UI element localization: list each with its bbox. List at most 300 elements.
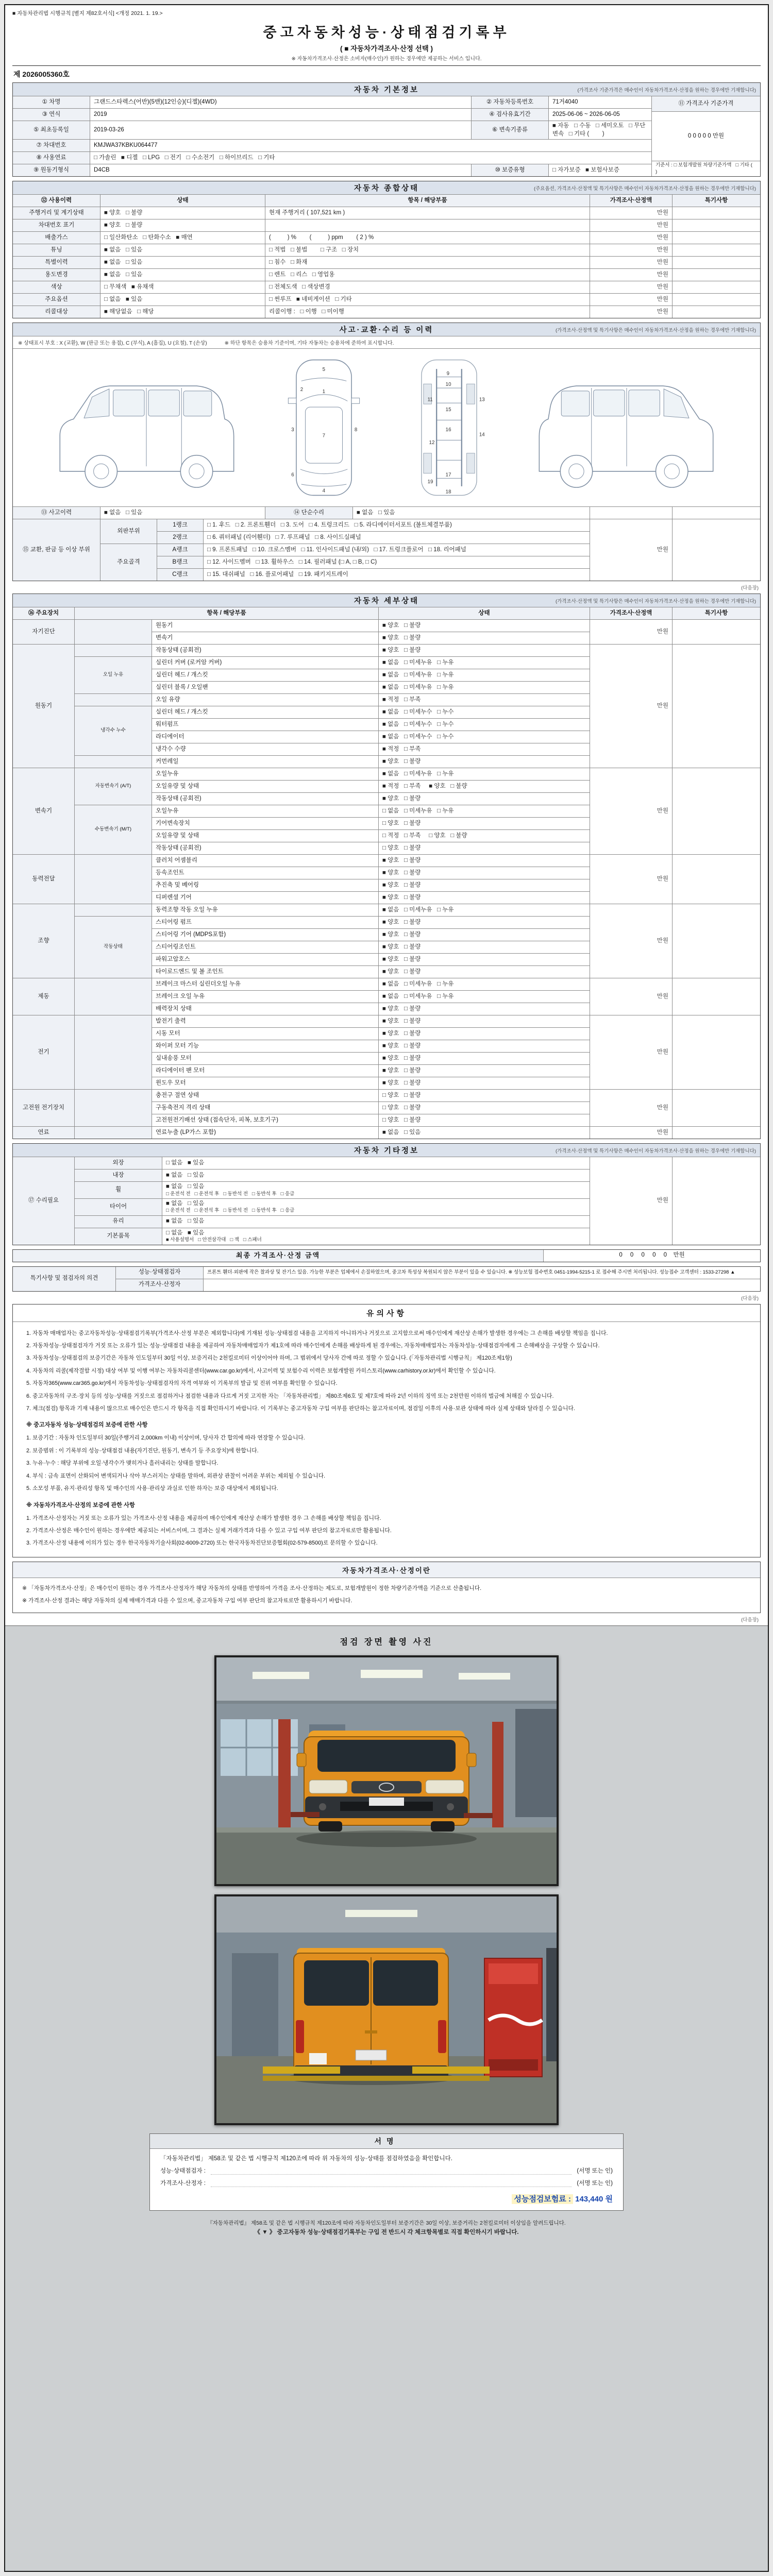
other-status-checkboxes[interactable]: ■ 없음 □ 있음 xyxy=(166,1183,205,1190)
inspection-status-checkboxes[interactable]: ■ 양호 □ 불량 xyxy=(379,954,590,965)
outer-rank-row xyxy=(157,532,590,544)
section-other-bar xyxy=(13,1144,760,1157)
first-registration-value: 2019-03-26 xyxy=(90,121,472,139)
exchange-note-cell xyxy=(673,519,760,581)
inspection-status-checkboxes[interactable]: ■ 양호 □ 불량 xyxy=(379,892,590,904)
device-block-row xyxy=(75,1015,590,1089)
other-status-detail[interactable]: □ 운전석 전 □ 운전석 후 □ 동반석 전 □ 동반석 후 □ 응급 xyxy=(166,1191,295,1197)
notices-title: 유의사항 xyxy=(13,1304,760,1322)
inspection-part-name: 동력조향 작동 오일 누유 xyxy=(152,904,379,916)
block-label xyxy=(75,645,152,656)
inspection-item-row xyxy=(152,954,590,966)
inspector-signature-field[interactable] xyxy=(211,2166,572,2175)
warranty-checkboxes[interactable]: □ 자가보증 ■ 보험사보증 xyxy=(549,164,652,176)
inspection-item-row xyxy=(152,645,590,656)
inspection-part-name: 스티어링조인트 xyxy=(152,941,379,953)
other-item-status[interactable] xyxy=(162,1228,590,1245)
registration-number-value: 71거4040 xyxy=(549,96,652,108)
device-block-row xyxy=(75,1127,590,1139)
inspection-item-row xyxy=(152,805,590,818)
inspector-label: 성능·상태점검자 : xyxy=(160,2167,206,2174)
overall-row-label: 특별이력 xyxy=(13,257,100,268)
inspection-part-name: 워터펌프 xyxy=(152,719,379,731)
section-overall-title: 자동차 종합상태 xyxy=(354,184,419,193)
inspection-item-row xyxy=(152,830,590,842)
car-diagram-underside xyxy=(401,353,497,502)
inspection-status-checkboxes[interactable]: □ 양호 □ 불량 xyxy=(379,1114,590,1126)
inspection-status-checkboxes[interactable]: □ 양호 □ 불량 xyxy=(379,1102,590,1114)
other-item-row xyxy=(75,1157,590,1170)
inspection-status-checkboxes[interactable]: ■ 적정 □ 부족 xyxy=(379,743,590,755)
inspection-part-name: 오일누유 xyxy=(152,805,379,817)
svg-text:6: 6 xyxy=(291,472,294,478)
device-group-row xyxy=(13,645,760,768)
device-block-row xyxy=(75,620,590,644)
vehicle-name-label: ① 차명 xyxy=(13,96,90,108)
device-group-name: 동력전달 xyxy=(13,855,75,904)
rank-item-checkboxes[interactable]: □ 9. 프론트패널 □ 10. 크로스멤버 □ 11. 인사이드패널 (내/외) □ 17. 트렁크플로어 □ 18. 리어패널 xyxy=(204,544,590,556)
svg-text:3: 3 xyxy=(291,427,294,433)
inspection-part-name: 브레이크 오일 누유 xyxy=(152,991,379,1003)
col-item: 항목 / 해당부품 xyxy=(75,607,379,619)
engine-type-label: ⑨ 원동기형식 xyxy=(13,164,90,176)
overall-price-cell: 만원 xyxy=(590,244,673,256)
device-group-row xyxy=(13,1090,760,1127)
section-basic-bar xyxy=(13,83,760,96)
inspection-status-checkboxes[interactable]: ■ 없음 □ 미세누유 □ 누유 xyxy=(379,978,590,990)
svg-text:13: 13 xyxy=(479,397,485,403)
overall-price-cell: 만원 xyxy=(590,257,673,268)
section-accident-history xyxy=(12,323,761,581)
svg-text:1: 1 xyxy=(322,388,326,395)
inspection-part-name: 실린더 블록 / 오일팬 xyxy=(152,682,379,693)
inspection-status-checkboxes[interactable]: ■ 양호 □ 불량 xyxy=(379,1065,590,1077)
appraiser-label: 가격조사·산정자 : xyxy=(160,2180,206,2187)
inspection-status-checkboxes[interactable]: ■ 양호 □ 불량 xyxy=(379,867,590,879)
inspection-status-checkboxes[interactable]: ■ 양호 □ 불량 xyxy=(379,917,590,928)
inspection-status-checkboxes[interactable]: ■ 양호 □ 불량 xyxy=(379,1077,590,1089)
inspection-premium xyxy=(160,2193,613,2204)
inspection-item-row xyxy=(152,1077,590,1089)
device-block-row xyxy=(75,694,590,706)
header-note: ※ 자동차가격조사·산정은 소비자(매수인)가 원하는 경우에만 제공하는 서비스 입니다. xyxy=(291,56,482,62)
block-label xyxy=(75,694,152,706)
overall-item-detail[interactable]: □ 전체도색 □ 색상변경 xyxy=(265,281,590,293)
section-other-info xyxy=(12,1143,761,1245)
exchange-label: ⑮ 교환, 판금 등 이상 부위 xyxy=(13,519,100,581)
price-definition-box xyxy=(12,1562,761,1613)
section-accident-bar xyxy=(13,323,760,336)
section-accident-note: (가격조사·산정액 및 특기사항은 매수인이 자동차가격조사·산정을 원하는 경우에만 기재합니다) xyxy=(555,327,756,333)
base-price-standard[interactable]: 기준서 : □ 보험개발원 차량기준가액 □ 기타 ( ) xyxy=(656,162,763,175)
first-registration-label: ⑤ 최초등록일 xyxy=(13,121,90,139)
inspection-item-row xyxy=(152,793,590,805)
svg-text:14: 14 xyxy=(479,432,485,438)
overall-status-checkboxes[interactable]: □ 무채색 ■ 유채색 xyxy=(100,281,265,293)
car-diagrams xyxy=(13,349,760,507)
other-status-checkboxes[interactable]: □ 없음 ■ 있음 xyxy=(166,1159,205,1166)
inspection-status-checkboxes[interactable]: ■ 양호 □ 불량 xyxy=(379,929,590,941)
overall-item-detail[interactable] xyxy=(265,219,590,231)
overall-price-cell: 만원 xyxy=(590,219,673,231)
overall-row xyxy=(13,294,760,306)
overall-row xyxy=(13,269,760,281)
inspection-part-name: 구동축전지 격리 상태 xyxy=(152,1102,379,1114)
device-block-row xyxy=(75,917,590,978)
signature-title: 서명 xyxy=(150,2134,623,2149)
outer-rank-row xyxy=(157,519,590,532)
svg-text:5: 5 xyxy=(322,367,326,373)
price-definition-line: ※ 「자동차가격조사·산정」은 매수인이 원하는 경우 가격조사·산정자가 해당 자동차의 상태를 반영하여 가격을 조사·산정하는 제도로, 보험개발원이 정한 차량기준가액을 기준으로 산출됩니다. xyxy=(22,1585,482,1591)
inspection-item-row xyxy=(152,1053,590,1065)
device-price-cell: 만원 xyxy=(590,645,673,768)
accident-note-cell xyxy=(673,507,760,519)
col-item: 항목 / 해당부품 xyxy=(265,195,590,207)
section-accident-title: 사고·교환·수리 등 이력 xyxy=(339,326,434,335)
device-note-cell xyxy=(673,1015,760,1089)
block-label xyxy=(75,756,152,768)
other-status-checkboxes[interactable]: □ 없음 ■ 있음 xyxy=(166,1229,205,1236)
device-group-name: 제동 xyxy=(13,978,75,1015)
col-price: 가격조사·산정액 xyxy=(590,607,673,619)
other-note-cell xyxy=(673,1157,760,1245)
other-item-row xyxy=(75,1170,590,1182)
inspection-item-row xyxy=(152,867,590,879)
inspection-part-name: 배력장치 상태 xyxy=(152,1003,379,1015)
inspection-status-checkboxes[interactable]: ■ 없음 □ 미세누유 □ 누유 xyxy=(379,904,590,916)
simple-repair-checkboxes[interactable]: ■ 없음 □ 있음 xyxy=(353,507,590,519)
inspection-status-checkboxes[interactable]: ■ 양호 □ 불량 xyxy=(379,620,590,632)
opinion-text: 프론트 휀더·외판에 작은 찰과상 및 잔기스 있음. 가능한 부분은 업체에서 손질하였으며, 중고차 특성상 복원되지 않은 부분이 있을 수 있습니다. ※ 성능보험 접수번호 0451-1994-5215-1 로 접수해 주시면 처리됩니다. 성능접수 고객센터 : 1533-27298 ▲ xyxy=(207,1269,735,1275)
svg-text:7: 7 xyxy=(322,433,326,439)
device-group-name: 조향 xyxy=(13,904,75,978)
other-item-status[interactable] xyxy=(162,1182,590,1198)
overall-header-row xyxy=(13,195,760,207)
opinion-row xyxy=(116,1279,760,1291)
base-price-label: ⑪ 가격조사 기준가격 xyxy=(652,96,760,112)
inspection-part-name: 실린더 헤드 / 개스킷 xyxy=(152,669,379,681)
inspection-status-checkboxes[interactable]: ■ 적정 □ 부족 ■ 양호 □ 불량 xyxy=(379,781,590,792)
rank-item-checkboxes[interactable]: □ 12. 사이드멤버 □ 13. 휠하우스 □ 14. 필러패널 (□ A, □ B, □ C) xyxy=(204,556,590,568)
inspection-status-checkboxes[interactable]: ■ 없음 □ 미세누유 □ 누유 xyxy=(379,991,590,1003)
inspection-item-row xyxy=(152,756,590,768)
inspection-status-checkboxes[interactable]: □ 양호 □ 불량 xyxy=(379,1090,590,1101)
overall-item-detail[interactable]: □ 렌트 □ 리스 □ 영업용 xyxy=(265,269,590,281)
device-group-row xyxy=(13,1127,760,1139)
overall-status-checkboxes[interactable]: □ 일산화탄소 □ 탄화수소 ■ 매연 xyxy=(100,232,265,244)
other-status-detail[interactable]: ■ 사용설명서 □ 안전삼각대 □ 잭 □ 스패너 xyxy=(166,1237,262,1243)
other-item-label: 타이어 xyxy=(75,1199,162,1215)
inspector-sign-note: (서명 또는 인) xyxy=(577,2167,613,2174)
block-label xyxy=(75,855,152,904)
other-item-status[interactable] xyxy=(162,1157,590,1169)
svg-text:19: 19 xyxy=(427,479,433,485)
inspection-status-checkboxes[interactable]: ■ 없음 □ 미세누유 □ 누유 xyxy=(379,682,590,693)
inspection-item-row xyxy=(152,904,590,916)
svg-text:16: 16 xyxy=(445,427,451,433)
notice-item: 3. 자동차성능·상태점검의 보증기간은 자동차 인도일부터 30일 이상, 보증거리는 2천킬로미터 이상이어야 하며, 그 범위에서 당사자 간에 따로 정할 수 있습니다. (「자동차관리법 시행규칙」 제120조제1항) xyxy=(26,1355,512,1362)
other-item-status[interactable] xyxy=(162,1199,590,1215)
inspection-item-row xyxy=(152,966,590,978)
block-label xyxy=(75,1090,152,1126)
inspection-status-checkboxes[interactable]: ■ 양호 □ 불량 xyxy=(379,966,590,978)
document-header xyxy=(12,19,761,66)
opinion-author-label: 가격조사·산정자 xyxy=(116,1279,204,1291)
inspection-part-name: 커먼레일 xyxy=(152,756,379,768)
rank-label: A랭크 xyxy=(157,544,204,556)
section-other-note: (가격조사·산정액 및 특기사항은 매수인이 자동차가격조사·산정을 원하는 경우에만 기재합니다) xyxy=(555,1148,756,1154)
rank-item-checkboxes[interactable]: □ 6. 쿼터패널 (리어휀더) □ 7. 루프패널 □ 8. 사이드실패널 xyxy=(204,532,590,544)
inspection-status-checkboxes[interactable]: ■ 없음 □ 미세누수 □ 누수 xyxy=(379,706,590,718)
inspection-document xyxy=(4,4,769,2572)
notice-sub1-item: 3. 누유·누수 : 해당 부위에 오일·냉각수가 맺히거나 흘러내리는 상태를 말합니다. xyxy=(26,1460,219,1467)
inspection-item-row xyxy=(152,818,590,830)
inspection-status-checkboxes[interactable]: ■ 없음 □ 미세누수 □ 누수 xyxy=(379,731,590,743)
device-note-cell xyxy=(673,978,760,1015)
price-definition-line: ※ 가격조사·산정 결과는 해당 자동차의 실제 매매가격과 다를 수 있으며, 중고자동차 구입 여부 판단의 참고자료로만 활용하시기 바랍니다. xyxy=(22,1598,352,1604)
form-reference: ■ 자동차관리법 시행규칙 [별지 제82호서식] <개정 2021. 1. 19.> xyxy=(12,10,163,16)
device-price-cell: 만원 xyxy=(590,1127,673,1139)
inspection-status-checkboxes[interactable]: ■ 양호 □ 불량 xyxy=(379,1053,590,1064)
inspection-part-name: 시동 모터 xyxy=(152,1028,379,1040)
inspection-status-checkboxes[interactable]: ■ 양호 □ 불량 xyxy=(379,1003,590,1015)
overall-row-label: 리콜대상 xyxy=(13,306,100,318)
inspection-item-row xyxy=(152,657,590,669)
other-status-checkboxes[interactable]: ■ 없음 □ 있음 xyxy=(166,1200,205,1207)
overall-note-cell xyxy=(673,281,760,293)
other-item-row xyxy=(75,1199,590,1216)
inspection-part-name: 스티어링 펌프 xyxy=(152,917,379,928)
overall-item-detail[interactable]: □ 썬루프 ■ 네비게이션 □ 기타 xyxy=(265,294,590,306)
inspection-part-name: 오일누유 xyxy=(152,768,379,780)
inspection-item-row xyxy=(152,892,590,904)
inspection-status-checkboxes[interactable]: □ 양호 □ 불량 xyxy=(379,842,590,854)
accident-price-cell xyxy=(590,507,673,519)
svg-text:10: 10 xyxy=(445,382,451,388)
notice-sub1-item: 2. 보증범위 : 이 기록부의 성능·상태점검 내용(자기진단, 원동기, 변속기 등 주요장치)에 한합니다. xyxy=(26,1447,259,1454)
device-group-row xyxy=(13,768,760,855)
appraiser-signature-field[interactable] xyxy=(211,2179,572,2187)
inspection-item-row xyxy=(152,1127,590,1139)
inspection-status-checkboxes[interactable]: ■ 양호 □ 불량 xyxy=(379,855,590,867)
overall-status-checkboxes[interactable]: ■ 양호 □ 불량 xyxy=(100,207,265,219)
inspection-part-name: 작동상태 (공회전) xyxy=(152,793,379,805)
final-price-section xyxy=(12,1249,761,1262)
device-block-row xyxy=(75,768,590,805)
overall-row-label: 튜닝 xyxy=(13,244,100,256)
overall-row-label: 주요옵션 xyxy=(13,294,100,306)
device-group-name: 연료 xyxy=(13,1127,75,1139)
section-overall-bar xyxy=(13,181,760,195)
overall-row xyxy=(13,306,760,318)
device-note-cell xyxy=(673,620,760,644)
col-usage-history: ⑫ 사용이력 xyxy=(13,195,100,207)
other-item-row xyxy=(75,1216,590,1228)
inspection-status-checkboxes[interactable]: ■ 양호 □ 불량 xyxy=(379,793,590,805)
inspection-part-name: 실린더 헤드 / 개스킷 xyxy=(152,706,379,718)
legend-marks: ※ 상태표시 부호 : X (교환), W (판금 또는 용접), C (부식), A (흠집), U (요철), T (손상) xyxy=(18,341,207,347)
device-note-cell xyxy=(673,904,760,978)
rank-label: C랭크 xyxy=(157,569,204,581)
inspection-status-checkboxes[interactable]: ■ 없음 □ 있음 xyxy=(379,1127,590,1139)
overall-status-checkboxes[interactable]: ■ 해당없음 □ 해당 xyxy=(100,306,265,318)
other-status-checkboxes[interactable]: ■ 없음 □ 있음 xyxy=(166,1218,205,1225)
inspection-part-name: 추진축 및 베어링 xyxy=(152,879,379,891)
footer-line1: 『자동차관리법』 제58조 및 같은 법 시행규칙 제120조에 따라 자동차인도일부터 보증기간은 30일 이상, 보증거리는 2천킬로미터 이상임을 알려드립니다. xyxy=(207,2219,566,2226)
overall-item-detail[interactable]: 현재 주행거리 ( 107,521 km ) xyxy=(265,207,590,219)
overall-row xyxy=(13,232,760,244)
inspection-status-checkboxes[interactable]: ■ 양호 □ 불량 xyxy=(379,1015,590,1027)
other-item-label: 기본품목 xyxy=(75,1228,162,1245)
svg-text:12: 12 xyxy=(429,440,435,446)
section-detail-condition xyxy=(12,594,761,1139)
inspection-status-checkboxes[interactable]: ■ 양호 □ 불량 xyxy=(379,1040,590,1052)
inspection-valid-label: ④ 검사유효기간 xyxy=(472,109,549,121)
inspection-status-checkboxes[interactable]: ■ 적정 □ 부족 xyxy=(379,694,590,706)
block-label: 자동변속기 (A/T) xyxy=(75,768,152,805)
inspection-item-row xyxy=(152,694,590,706)
inspection-item-row xyxy=(152,1015,590,1028)
vin-label: ⑦ 차대번호 xyxy=(13,140,90,151)
inspection-status-checkboxes[interactable]: ■ 없음 □ 미세누유 □ 누유 xyxy=(379,768,590,780)
other-info-body xyxy=(13,1157,760,1245)
fuel-checkboxes[interactable]: □ 가솔린 ■ 디젤 □ LPG □ 전기 □ 수소전기 □ 하이브리드 □ 기타 xyxy=(90,152,652,164)
inspection-status-checkboxes[interactable]: ■ 없음 □ 미세누유 □ 누유 xyxy=(379,657,590,669)
vehicle-name-value: 그랜드스타렉스(어반)(5밴)(12인승)(디젤)(4WD) xyxy=(90,96,472,108)
device-price-cell: 만원 xyxy=(590,855,673,904)
inspection-status-checkboxes[interactable]: ■ 양호 □ 불량 xyxy=(379,632,590,644)
overall-status-checkboxes[interactable]: ■ 양호 □ 불량 xyxy=(100,219,265,231)
inspection-part-name: 기어변속장치 xyxy=(152,818,379,829)
overall-status-checkboxes[interactable]: ■ 없음 □ 있음 xyxy=(100,244,265,256)
rank-item-checkboxes[interactable]: □ 15. 대쉬패널 □ 16. 플로어패널 □ 19. 패키지트레이 xyxy=(204,569,590,581)
accident-history-label: ⑬ 사고이력 xyxy=(13,507,100,519)
inspection-item-row xyxy=(152,1102,590,1114)
inspection-status-checkboxes[interactable]: ■ 양호 □ 불량 xyxy=(379,645,590,656)
opinion-text xyxy=(204,1279,760,1291)
overall-status-checkboxes[interactable]: ■ 없음 □ 있음 xyxy=(100,257,265,268)
opinion-row xyxy=(116,1267,760,1279)
inspection-part-name: 오일유량 및 상태 xyxy=(152,830,379,842)
overall-note-cell xyxy=(673,257,760,268)
overall-price-cell: 만원 xyxy=(590,232,673,244)
col-note: 특기사항 xyxy=(673,195,760,207)
inspection-status-checkboxes[interactable]: ■ 양호 □ 불량 xyxy=(379,879,590,891)
device-block-row xyxy=(75,978,590,1015)
signature-confirmation: 「자동차관리법」 제58조 및 같은 법 시행규칙 제120조에 따라 위 자동차의 성능·상태를 점검하였음을 확인합니다. xyxy=(160,2155,452,2162)
other-status-detail[interactable]: □ 운전석 전 □ 운전석 후 □ 동반석 전 □ 동반석 후 □ 응급 xyxy=(166,1208,295,1214)
inspection-status-checkboxes[interactable]: □ 없음 □ 미세누유 □ 누유 xyxy=(379,805,590,817)
inspection-item-row xyxy=(152,719,590,731)
section-basic-info xyxy=(12,82,761,177)
notice-item: 1. 자동차 매매업자는 중고자동차성능·상태점검기록부(가격조사·산정 부분은 제외합니다)에 기재된 성능·상태점검 내용을 고지하지 아니하거나 거짓으로 고지함으로써 매수인에게 재산상 손해가 발생한 경우에는 그 손해를 배상할 책임을 집니다. xyxy=(26,1330,608,1336)
inspection-part-name: 오일유량 및 상태 xyxy=(152,781,379,792)
rank-label: 1랭크 xyxy=(157,519,204,531)
other-price-cell: 만원 xyxy=(590,1157,673,1245)
section-other-title: 자동차 기타정보 xyxy=(354,1147,419,1156)
device-group-row xyxy=(13,620,760,645)
other-item-status[interactable] xyxy=(162,1170,590,1181)
overall-row-label: 색상 xyxy=(13,281,100,293)
signature-section xyxy=(149,2133,624,2211)
inspection-status-checkboxes[interactable]: ■ 양호 □ 불량 xyxy=(379,1028,590,1040)
inspection-item-row xyxy=(152,620,590,632)
repair-needed-label: ⑰ 수리필요 xyxy=(13,1157,75,1245)
inspection-status-checkboxes[interactable]: ■ 없음 □ 미세누수 □ 누수 xyxy=(379,719,590,731)
inspection-part-name: 브레이크 마스터 실린더오일 누유 xyxy=(152,978,379,990)
other-item-label: 유리 xyxy=(75,1216,162,1228)
svg-text:2: 2 xyxy=(300,386,304,393)
accident-history-checkboxes[interactable]: ■ 없음 □ 있음 xyxy=(100,507,265,519)
overall-status-checkboxes[interactable]: ■ 없음 □ 있음 xyxy=(100,269,265,281)
device-block-row xyxy=(75,855,590,904)
overall-row xyxy=(13,219,760,232)
inspection-status-checkboxes[interactable]: ■ 양호 □ 불량 xyxy=(379,941,590,953)
overall-item-detail[interactable]: □ 적법 □ 불법 □ 구조 □ 장치 xyxy=(265,244,590,256)
car-diagram-left-side xyxy=(46,353,247,502)
device-price-cell: 만원 xyxy=(590,1090,673,1126)
signature-line-inspector xyxy=(160,2166,613,2175)
transmission-checkboxes[interactable]: ■ 자동 □ 수동 □ 세미오토 □ 무단변속 □ 기타 ( ) xyxy=(549,121,652,139)
premium-value: 143,440 원 xyxy=(575,2194,613,2204)
rank-item-checkboxes[interactable]: □ 1. 후드 □ 2. 프론트휀더 □ 3. 도어 □ 4. 트렁크리드 □ 5. 라디에이터서포트 (볼트체결부품) xyxy=(204,519,590,531)
notice-sub1-item: 1. 보증기간 : 자동차 인도일부터 30일(주행거리 2,000km 이내) 이상이며, 당사자 간 합의에 따라 연장할 수 있습니다. xyxy=(26,1435,305,1442)
overall-status-checkboxes[interactable]: □ 없음 ■ 있음 xyxy=(100,294,265,306)
svg-text:15: 15 xyxy=(445,406,451,413)
inspection-part-name: 타이로드엔드 및 볼 조인트 xyxy=(152,966,379,978)
svg-text:4: 4 xyxy=(322,488,326,494)
overall-item-detail[interactable]: 리콜이행 : □ 이행 □ 미이행 xyxy=(265,306,590,318)
registration-number-label: ② 자동차등록번호 xyxy=(472,96,549,108)
inspection-item-row xyxy=(152,781,590,793)
block-label: 오일 누유 xyxy=(75,657,152,693)
notice-item: 4. 자동차의 리콜(제작결함 시정) 대상 여부 및 이행 여부는 자동차리콜센터(www.car.go.kr)에서, 사고이력 및 보험수리 이력은 보험개발원 카히스토리(www.carhistory.or.kr)에서 확인할 수 있습니다. xyxy=(26,1367,496,1374)
device-block-row xyxy=(75,805,590,854)
inspection-status-checkboxes[interactable]: □ 적정 □ 부족 □ 양호 □ 불량 xyxy=(379,830,590,842)
device-group-row xyxy=(13,1015,760,1090)
price-survey-select-checkbox[interactable]: ( ■ 자동차가격조사·산정 선택 ) xyxy=(340,45,433,53)
other-item-status[interactable] xyxy=(162,1216,590,1228)
price-definition-title: 자동차가격조사·산정이란 xyxy=(13,1562,760,1578)
base-price-value: 0 0 0 0 0 만원 xyxy=(652,112,760,161)
inspection-status-checkboxes[interactable]: ■ 없음 □ 미세누유 □ 누유 xyxy=(379,669,590,681)
document-title: 중고자동차성능·상태점검기록부 xyxy=(263,25,510,40)
block-label xyxy=(75,904,152,916)
col-status: 상태 xyxy=(100,195,265,207)
device-price-cell: 만원 xyxy=(590,768,673,854)
fuel-label: ⑧ 사용연료 xyxy=(13,152,90,164)
inspection-status-checkboxes[interactable]: □ 양호 □ 불량 xyxy=(379,818,590,829)
overall-note-cell xyxy=(673,269,760,281)
inspection-item-row xyxy=(152,768,590,781)
inspection-status-checkboxes[interactable]: ■ 양호 □ 불량 xyxy=(379,756,590,768)
svg-text:18: 18 xyxy=(445,489,451,495)
frame-panel-label: 주요골격 xyxy=(100,544,157,581)
inspection-part-name: 오일 유량 xyxy=(152,694,379,706)
photo-section-title: 점검 장면 촬영 사진 xyxy=(340,1637,433,1647)
footer-line2: 《 ▼ 》 중고자동차 성능·상태점검기록부는 구입 전 반드시 각 체크항목별로 직접 확인하시기 바랍니다. xyxy=(254,2229,519,2236)
overall-price-cell: 만원 xyxy=(590,281,673,293)
svg-text:11: 11 xyxy=(427,397,433,403)
legend-basis: ※ 하단 항목은 승용차 기준이며, 기타 자동차는 승용차에 준하여 표시합니다. xyxy=(224,341,394,347)
notice-sub2-item: 2. 가격조사·산정은 매수인이 원하는 경우에만 제공되는 서비스이며, 그 결과는 실제 거래가격과 다를 수 있고 구입 여부 판단의 참고자료로만 활용됩니다. xyxy=(26,1527,392,1534)
other-status-checkboxes[interactable]: ■ 없음 □ 있음 xyxy=(166,1172,205,1178)
overall-note-cell xyxy=(673,219,760,231)
overall-item-detail[interactable]: ( ) % ( ) ppm ( 2 ) % xyxy=(265,232,590,244)
inspection-part-name: 변속기 xyxy=(152,632,379,644)
device-block-row xyxy=(75,645,590,657)
overall-item-detail[interactable]: □ 침수 □ 화재 xyxy=(265,257,590,268)
